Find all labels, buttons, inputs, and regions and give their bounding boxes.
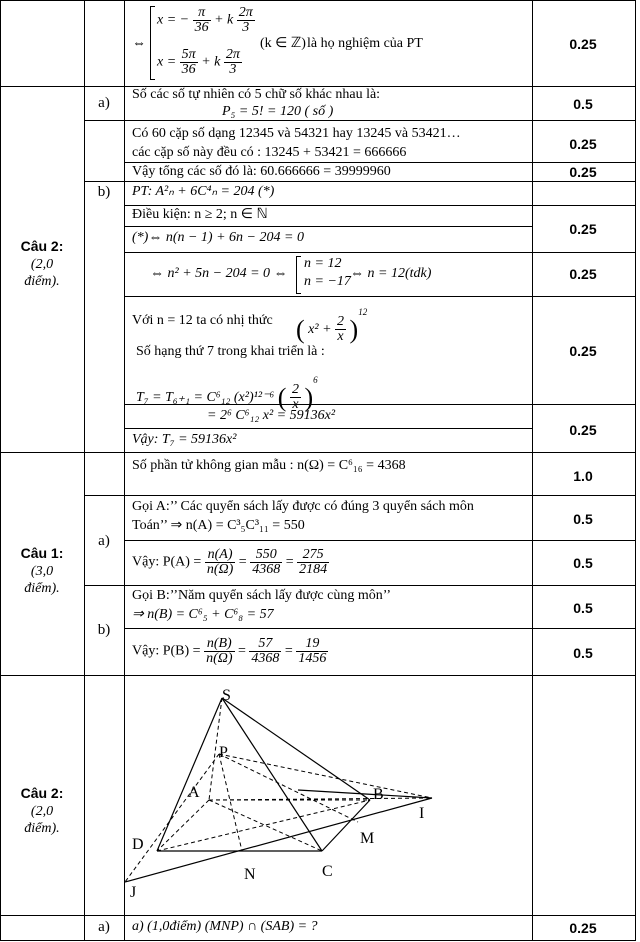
score: 0.5 <box>573 96 593 112</box>
score: 0.25 <box>569 920 597 936</box>
formula: ⇒ n(B) = C⁶₅ + C⁶₈ = 57 <box>132 607 274 622</box>
equiv-arrow: ⇔ <box>132 36 146 51</box>
part-label: b) <box>97 622 111 638</box>
formula: ⇔ n = 12(tdk) <box>350 266 432 281</box>
score: 1.0 <box>573 468 593 484</box>
text-line: Gọi A:’’ Các quyển sách lấy được có đúng 3 quyển sách môn <box>132 499 474 514</box>
formula: T₇ = T₆₊₁ = C⁶₁₂ (x²)¹²⁻⁶ ( $\frac{2}{x}$ )$^6$ <box>136 375 318 413</box>
question-label: Câu 1: (3,0 điểm). <box>20 545 64 596</box>
text-line: Số phần tử không gian mẫu : n(Ω) = C⁶₁₆ = 4368 <box>132 458 406 473</box>
formula: ⇔ n² + 5n − 204 = 0 ⇔ <box>150 266 288 281</box>
text-line: Điều kiện: n ≥ 2; n ∈ ℕ <box>132 207 268 222</box>
score: 0.25 <box>569 266 597 282</box>
text-line: Số các số tự nhiên có 5 chữ số khác nhau là: <box>132 87 381 102</box>
solution-text: là họ nghiệm của PT <box>307 36 423 51</box>
part-label: b) <box>97 184 111 200</box>
text-line: các cặp số này đều có : 13245 + 53421 = 666666 <box>132 145 407 160</box>
formula: = 2⁶ C⁶₁₂ x² = 59136x² <box>207 408 336 423</box>
score: 0.25 <box>569 36 597 52</box>
part-label: a) <box>98 533 110 549</box>
line-AI <box>209 798 432 800</box>
point-label-D: D <box>132 836 144 853</box>
formula: Vậy: T₇ = 59136x² <box>132 432 237 447</box>
line-DB <box>157 800 370 851</box>
point-label-M: M <box>360 830 375 847</box>
edge-SB <box>222 698 370 800</box>
question-text: a) (1,0điểm) (MNP) ∩ (SAB) = ? <box>132 919 318 934</box>
edge-SC <box>222 698 322 851</box>
text-line: Có 60 cặp số dạng 12345 và 54321 hay 13245 và 53421… <box>132 126 461 141</box>
score: 0.5 <box>573 511 593 527</box>
text-line: Số hạng thứ 7 trong khai triển là : <box>136 344 325 359</box>
binomial: ( x² + $\frac{2}{x}$ )$^{12}$ <box>296 307 368 345</box>
text-line: Với n = 12 ta có nhị thức <box>132 313 273 328</box>
formula: n = 12 <box>304 256 342 271</box>
point-label-P: P <box>219 744 228 761</box>
text-line: Toán’’ ⇒ n(A) = C³₅C³₁₁ = 550 <box>132 518 305 533</box>
line-PJ <box>125 754 219 882</box>
score: 0.25 <box>569 343 597 359</box>
edge-AD <box>157 800 209 851</box>
solution-line-2: x = $\frac{5\pi}{36}$ + k $\frac{2\pi}{3}$ <box>157 47 240 77</box>
solution-line-1: x = − $\frac{\pi}{36}$ + k $\frac{2\pi}{3}$ <box>157 5 253 35</box>
point-label-J: J <box>130 884 137 901</box>
formula: PT: A²ₙ + 6C⁴ₙ = 204 (*) <box>132 184 275 199</box>
text-line: Vậy tổng các số đó là: 60.666666 = 39999960 <box>132 164 391 179</box>
question-label: Câu 2: (2,0 điểm). <box>20 785 64 836</box>
solution-domain: (k ∈ ℤ) <box>260 36 306 51</box>
probability-A: Vậy: P(A) = $\frac{n(A)}{n(\Omega)}$ = $\frac{550}{4368}$ = $\frac{275}{2184}$ <box>132 547 328 577</box>
formula: P₅ = 5! = 120 ( số ) <box>222 104 334 119</box>
point-label-N: N <box>244 866 256 883</box>
point-label-C: C <box>322 863 333 880</box>
score: 0.5 <box>573 645 593 661</box>
formula: (*)⇔ n(n − 1) + 6n − 204 = 0 <box>132 230 304 245</box>
point-label-S: S <box>222 687 231 704</box>
point-label-I: I <box>419 805 425 822</box>
score: 0.25 <box>569 422 597 438</box>
point-label-B: B <box>373 786 384 803</box>
part-label: a) <box>98 95 110 111</box>
score: 0.5 <box>573 555 593 571</box>
formula: n = −17 <box>304 274 351 289</box>
question-label: Câu 2: (2,0 điểm). <box>20 238 64 289</box>
score: 0.25 <box>569 221 597 237</box>
part-label: a) <box>98 919 110 935</box>
text-line: Gọi B:’’Năm quyển sách lấy được cùng môn’’ <box>132 588 392 603</box>
score: 0.25 <box>569 136 597 152</box>
line-PN <box>219 754 242 851</box>
score: 0.25 <box>569 164 597 180</box>
point-label-A: A <box>188 784 200 801</box>
score: 0.5 <box>573 600 593 616</box>
probability-B: Vậy: P(B) = $\frac{n(B)}{n(\Omega)}$ = $\frac{57}{4368}$ = $\frac{19}{1456}$ <box>132 636 327 666</box>
line-JI <box>125 798 432 882</box>
line-PM <box>219 754 358 822</box>
